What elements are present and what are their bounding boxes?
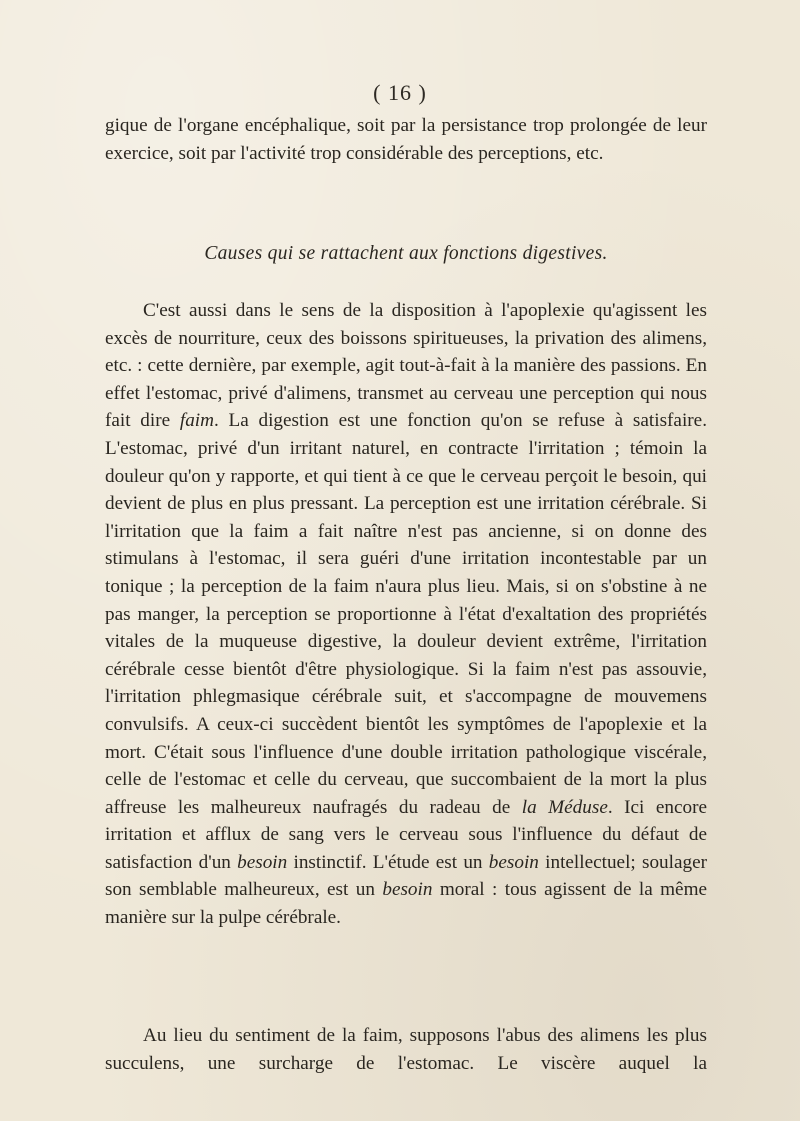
main-paragraph [105,297,707,932]
second-paragraph: Au lieu du sentiment de la faim, supposons l'abus des alimens les plus succulens, une surcharge de l'estomac. Le viscère auquel la [105,1025,707,1074]
page-number: ( 16 ) [373,80,427,105]
text-run: . La digestion est une fonction qu'on se refuse à satisfaire. L'estomac, privé d'un irritant naturel, en contracte l'irritation ; témoin la douleur qu'on y rapporte, et qui tient à ce que le cerveau perçoit le besoin, qui devient de plus en plus pressant. La perception est une irritation cérébrale. Si l'irritation que la faim a fait naître n'est pas ancienne, si on donne des stimulans à l'estomac, il sera guéri d'une irritation incontestable par un tonique ; la perception de la faim n'aura plus lieu. Mais, si on s'obstine à ne pas manger, la perception se proportionne à l'état d'exaltation des propriétés vitales de la muqueuse digestive, la douleur devient extrême, l'irritation cérébrale cesse bientôt d'être physiologique. Si la faim n'est pas assouvie, l'irritation phlegmasique cérébrale suit, et s'accompagne de mouvemens convulsifs. A ceux-ci succèdent bientôt les symptômes de l'apoplexie et la mort. C'était sous l'influence d'une double irritation pathologique viscérale, celle de l'estomac et celle du cerveau, que succombaient de la mort la plus affreuse les malheureux naufragés du radeau de [105,410,707,818]
italic-word-besoin: besoin [382,879,433,901]
italic-word-faim: faim [179,410,214,432]
italic-ship-name: la Méduse [521,796,608,818]
text-run: C'est aussi dans le sens de la disposition à l'apoplexie qu'agissent les excès de nourriture, ceux des boissons spiritueuses, la privation des alimens, etc. : cette dernière, par exemple, agit tout-à-fait à la manière des passions. En effet l'estomac, privé d'alimens, transmet au cerveau une perception qui nous fait dire [105,300,707,432]
text-run: . Ici encore irritation et afflux de sang vers le cerveau sous l'influence du défaut de satisfaction d'un [105,796,707,873]
section-heading: Causes qui se rattachent aux fonctions digestives. [204,243,608,264]
text-run: intellectuel; soulager son semblable malheureux, est un [105,851,707,901]
text-run: moral : tous agissent de la même manière sur la pulpe cérébrale. [105,879,708,929]
text-run: instinctif. L'étude est un [287,851,489,873]
intro-paragraph: gique de l'organe encéphalique, soit par la persistance trop prolongée de leur exercice, soit par l'activité trop considérable des perceptions, etc. [105,115,707,164]
italic-word-besoin: besoin [237,851,288,873]
italic-word-besoin: besoin [488,851,539,873]
